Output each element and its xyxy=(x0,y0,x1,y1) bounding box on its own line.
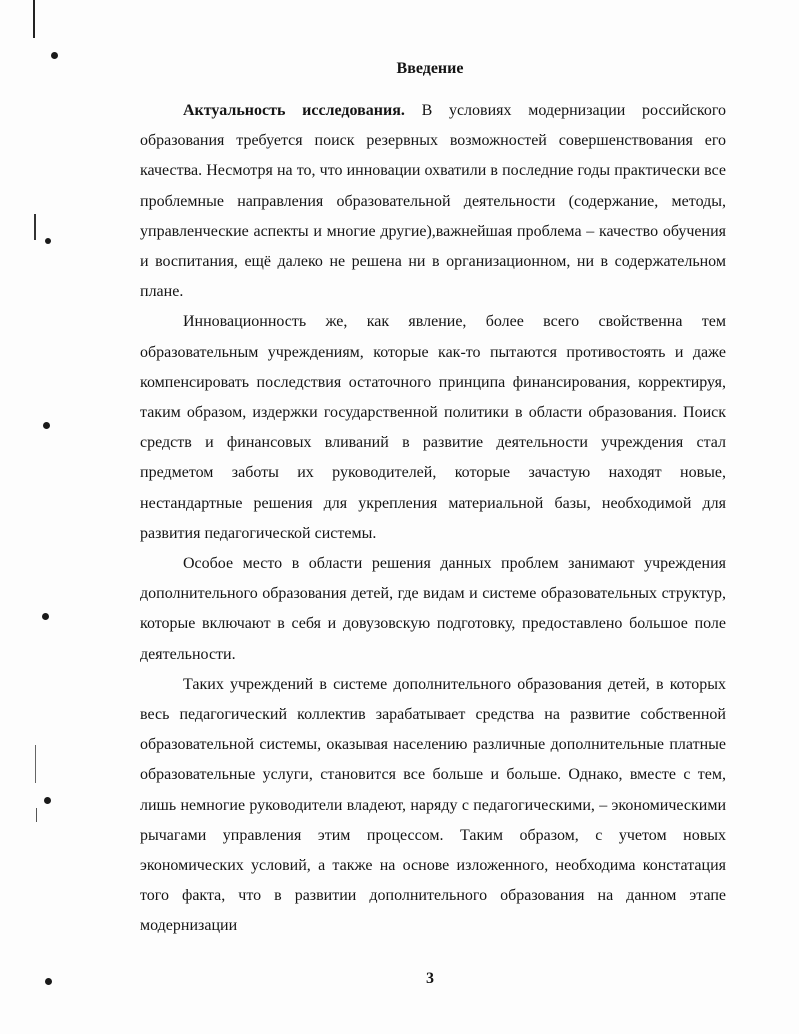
scan-artifact-dot xyxy=(43,422,50,429)
scan-artifact-line xyxy=(35,745,36,783)
paragraph-text: Таких учреждений в системе дополнительного образования детей, в которых весь педагогический коллектив зарабатывает средства на развитие собственной образовательной системы, оказывая населению различные дополнительные платные образовательные услуги, становится все больше и больше. Однако, вместе с тем, лишь немногие руководители владеют, наряду с педагогическими, – экономическими рычагами управления этим процессом. Таким образом, с учетом новых экономических условий, а также на основе изложенного, необходима констатация того факта, что в развитии дополнительного образования на данном этапе модернизации xyxy=(140,675,726,935)
paragraph-lead: Актуальность исследования. xyxy=(183,102,405,119)
paragraph-text: Инновационность же, как явление, более всего свойственна тем образовательным учреждениям, которые как-то пытаются противостоять и даже компенсировать последствия остаточного принципа финансирования, корректируя, таким образом, издержки государственной политики в области образования. Поиск средств и финансовых вливаний в развитие деятельности учреждения стал предметом заботы их руководителей, которые зачастую находят новые, нестандартные решения для укрепления материальной базы, необходимой для развития педагогической системы. xyxy=(140,313,726,542)
page-number: 3 xyxy=(426,970,434,987)
paragraph-institutions xyxy=(140,670,726,942)
paragraph-text: Особое место в области решения данных проблем занимают учреждения дополнительного образования детей, где видам и системе образовательных структур, которые включают в себя и довузовскую подготовку, предоставлено большое поле деятельности. xyxy=(140,555,726,663)
paragraph-relevance xyxy=(140,96,726,307)
scan-artifact-dot xyxy=(44,797,51,804)
scan-artifact-dot xyxy=(42,613,49,620)
scan-artifact-dot xyxy=(51,52,58,59)
document-body xyxy=(140,96,726,942)
document-title: Введение xyxy=(396,60,464,77)
paragraph-text: В условиях модернизации российского образования требуется поиск резервных возможностей совершенствования его качества. Несмотря на то, что инновации охватили в последние годы практически все проблемные направления образовательной деятельности (содержание, методы, управленческие аспекты и многие другие),важнейшая проблема – качество обучения и воспитания, ещё далеко не решена ни в организационном, ни в содержательном плане. xyxy=(140,102,726,301)
scan-artifact-line xyxy=(36,808,37,822)
page-left-border xyxy=(33,0,35,38)
scan-artifact-line xyxy=(34,214,36,240)
scan-artifact-dot xyxy=(45,238,51,244)
paragraph-innovation xyxy=(140,307,726,549)
paragraph-special-place xyxy=(140,549,726,670)
